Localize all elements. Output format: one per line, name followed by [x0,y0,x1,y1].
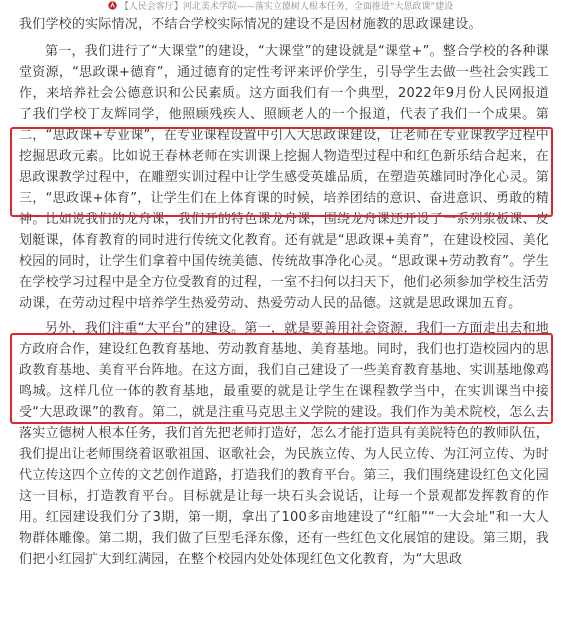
article-paragraph: 另外，我们注重“大平台”的建设。第一，就是要善用社会资源，我们一方面走出去和地方政府合作，建设红色教育基地、劳动教育基地、美育基地。同时，我们也打造校园内的思政教育基地、美育平台阵地。在这方面，我们自己建设了一些美育教育基地、实训基地像鸡鸣城。这样几位一体的教育基地，最重要的就是让学生在课程教学当中，在实训课当中接受“大思政课”的教育。第二，就是注重马克思主义学院的建设。我们作为美术院校，怎么去落实立德树人根本任务，我们首先把老师打造好，怎么才能打造具有美院特色的教师队伍，我们提出让老师围绕着讴歌祖国、讴歌社会，为民族立传、为人民立传、为江河立传、为时代立传这四个立传的文艺创作道路，打造我们的教育平台。第三，我们围绕建设红色文化园这一目标，打造教育平台。目标就是让每一块石头会说话，让每一个景观都发挥教育的作用。红园建设我们分了3期，第一期，拿出了100多亩地建设了“红船”“一大会址”和一大人物群体雕像。第二期，我们做了巨型毛泽东像，还有一些红色文化展馆的建设。第三期，我们把小红园扩大到红满园，在整个校园内处处体现红色文化教育，为“大思政 [19,321,549,567]
people-logo-icon [108,1,117,10]
page-header [0,0,561,14]
article-paragraph: 我们学校的实际情况，不结合学校实际情况的建设不是因材施教的思政课建设。 [19,17,482,32]
article-body [19,14,549,574]
header-brand: 【人民会客厅】 [119,2,183,12]
header-title: 河北美术学院——落实立德树人根本任务，全面推进“大思政课”建设 [182,2,454,12]
article-paragraph: 第一，我们进行了“大课堂”的建设，“大课堂”的建设就是“课堂+”。整合学校的各种课堂资源，“思政课+德育”，通过德育的定性考评来评价学生，引导学生去做一些社会实践工作，来培养社会公德意识和公民素质。这方面我们有一个典型，2022年9月份人民网报道了我们学校丁友辉同学，他照顾残疾人、照顾老人的一个报道，代表了我们一个成果。第二，“思政课+专业课”，在专业课程设置中引入大思政课建设，让老师在专业课教学过程中挖掘思政元素。比如说王春林老师在实训课上挖掘人物造型过程中和红色新乐结合起来，在思政课教学过程中，在雕塑实训过程中让学生感受英雄品质，在塑造英雄同时净化心灵。第三，“思政课+体育”，让学生们在上体育课的时候，培养团结的意识、奋进意识、勇敢的精神。比如说我们的龙舟课，我们开的特色课龙舟课，围绕龙舟课还开设了一系列浆板课、皮划艇课，体育教育的同时进行传统文化教育。还有就是“思政课+美育”，在建设校园、美化校园的同时，让学生们拿着中国传统美德、传统故事净化心灵。“思政课+劳动教育”。学生在学校学习过程中是全方位受教育的过程，一室不扫何以扫天下，他们必须参加学校生活劳动课，在劳动过程中培养学生热爱劳动、热爱劳动人民的品德。这就是思政课加五育。 [19,44,549,311]
